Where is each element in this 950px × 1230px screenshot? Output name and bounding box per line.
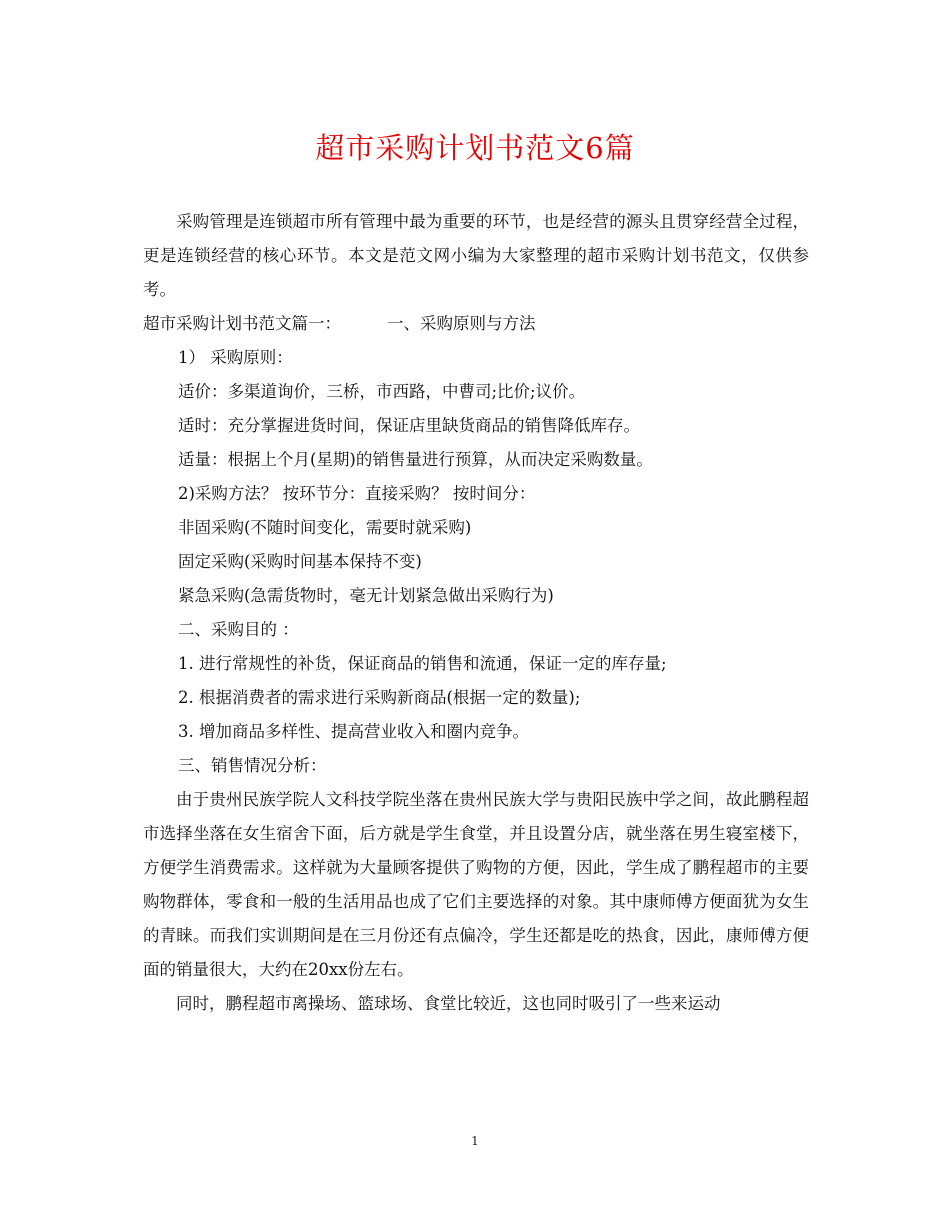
purpose-item-3: 3. 增加商品多样性、提高营业收入和圈内竞争。 — [178, 722, 529, 741]
principle-time: 适时：充分掌握进货时间，保证店里缺货商品的销售降低库存。 — [178, 416, 640, 435]
method-title: 2)采购方法？ 按环节分：直接采购？ 按时间分： — [178, 484, 536, 503]
method-urgent: 紧急采购(急需货物时，毫无计划紧急做出采购行为) — [178, 586, 554, 605]
purpose-heading: 二、采购目的 ： — [178, 620, 299, 639]
principle-quantity: 适量：根据上个月(星期)的销售量进行预算，从而决定采购数量。 — [178, 450, 653, 469]
principle-price: 适价：多渠道询价，三桥，市西路，中曹司;比价;议价。 — [178, 382, 586, 401]
sales-heading: 三、销售情况分析： — [178, 756, 327, 775]
intro-paragraph: 采购管理是连锁超市所有管理中最为重要的环节，也是经营的源头且贯穿经营全过程，更是连锁经营的核心环节。本文是范文网小编为大家整理的超市采购计划书范文，仅供参考。 — [143, 212, 809, 299]
sales-paragraph-1: 由于贵州民族学院人文科技学院坐落在贵州民族大学与贵阳民族中学之间，故此鹏程超市选择坐落在女生宿舍下面，后方就是学生食堂，并且设置分店，就坐落在男生寝室楼下，方便学生消费需求。这样就为大量顾客提供了购物的方便，因此，学生成了鹏程超市的主要购物群体，零食和一般的生活用品也成了它们主要选择的对象。其中康师傅方便面犹为女生的青睐。而我们实训期间是在三月份还有点偏冷，学生还都是吃的热食，因此，康师傅方便面的销量很大，大约在20xx份左右。 — [143, 790, 809, 979]
method-nonfixed: 非固采购(不随时间变化，需要时就采购) — [178, 518, 472, 537]
section1-line — [143, 307, 809, 341]
page-number: 1 — [471, 1134, 479, 1148]
document-title: 超市采购计划书范文6篇 — [315, 131, 635, 165]
purpose-item-1: 1. 进行常规性的补货，保证商品的销售和流通，保证一定的库存量; — [178, 654, 667, 673]
document-body — [143, 205, 809, 1021]
purpose-item-2: 2. 根据消费者的需求进行采购新商品(根据一定的数量); — [178, 688, 581, 707]
principle-title: 1） 采购原则： — [178, 348, 293, 367]
section1-heading: 一、采购原则与方法 — [387, 314, 536, 333]
method-fixed: 固定采购(采购时间基本保持不变) — [178, 552, 422, 571]
section1-label: 超市采购计划书范文篇一： — [143, 314, 341, 333]
sales-paragraph-2: 同时，鹏程超市离操场、篮球场、食堂比较近，这也同时吸引了一些来运动 — [176, 994, 721, 1013]
